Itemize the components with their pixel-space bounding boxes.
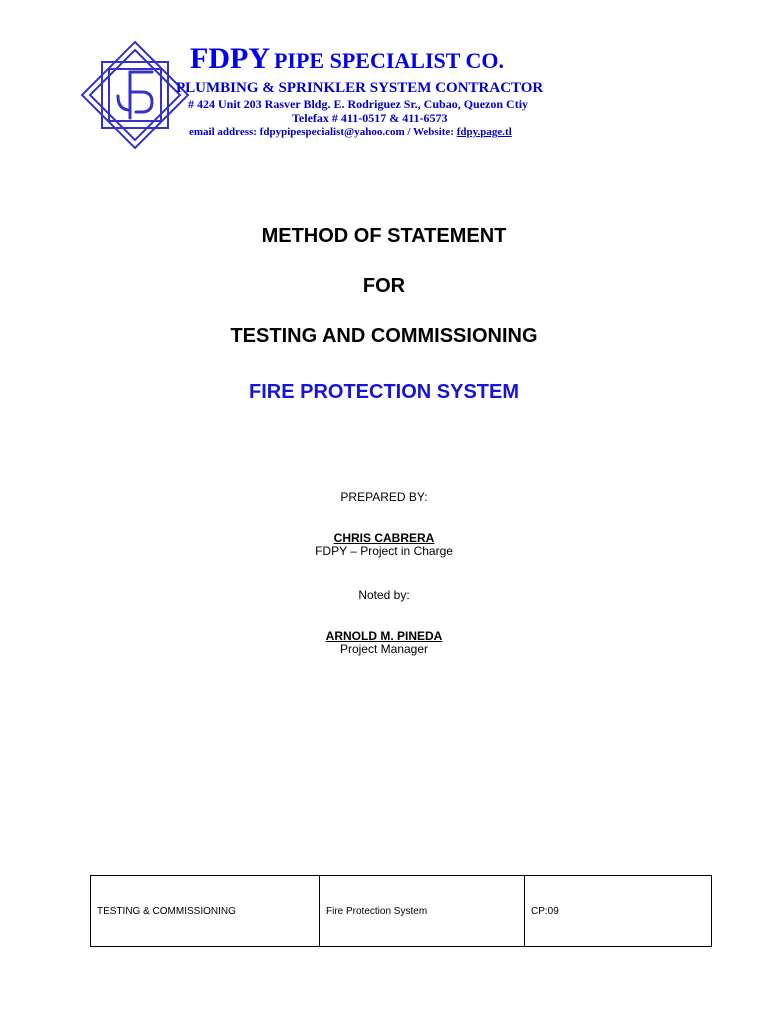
contact-email: email address: fdpypipespecialist@yahoo.com / Website: [189,126,454,138]
table-row [91,876,712,947]
company-telefax: Telefax # 411-0517 & 411-6573 [292,111,448,125]
footer-cell-system: Fire Protection System [320,876,525,947]
footer-cell-section: TESTING & COMMISSIONING [91,876,320,947]
company-tagline: PLUMBING & SPRINKLER SYSTEM CONTRACTOR [176,80,544,96]
document-title-line1: METHOD OF STATEMENT [261,225,507,247]
company-logo [80,40,190,150]
prepared-by-role: FDPY – Project in Charge [315,544,453,558]
company-brand: FDPY [190,42,270,75]
company-contact [189,127,512,138]
company-name [190,44,504,74]
logo-emblem-icon [80,40,190,150]
document-subject: FIRE PROTECTION SYSTEM [248,381,520,403]
prepared-by-label: PREPARED BY: [340,490,428,504]
document-title-line2: FOR [362,275,406,297]
company-name-rest: PIPE SPECIALIST CO. [273,48,505,73]
document-title-line3: TESTING AND COMMISSIONING [230,325,538,347]
noted-by-role: Project Manager [339,642,429,656]
noted-by-label: Noted by: [358,588,410,602]
noted-by-name: ARNOLD M. PINEDA [325,629,443,643]
company-address: # 424 Unit 203 Rasver Bldg. E. Rodriguez Sr., Cubao, Quezon Ctiy [188,97,529,111]
website-link[interactable]: fdpy.page.tl [456,126,512,138]
prepared-by-name: CHRIS CABRERA [333,531,435,545]
footer-cell-code: CP:09 [525,876,712,947]
footer-table [90,875,712,947]
